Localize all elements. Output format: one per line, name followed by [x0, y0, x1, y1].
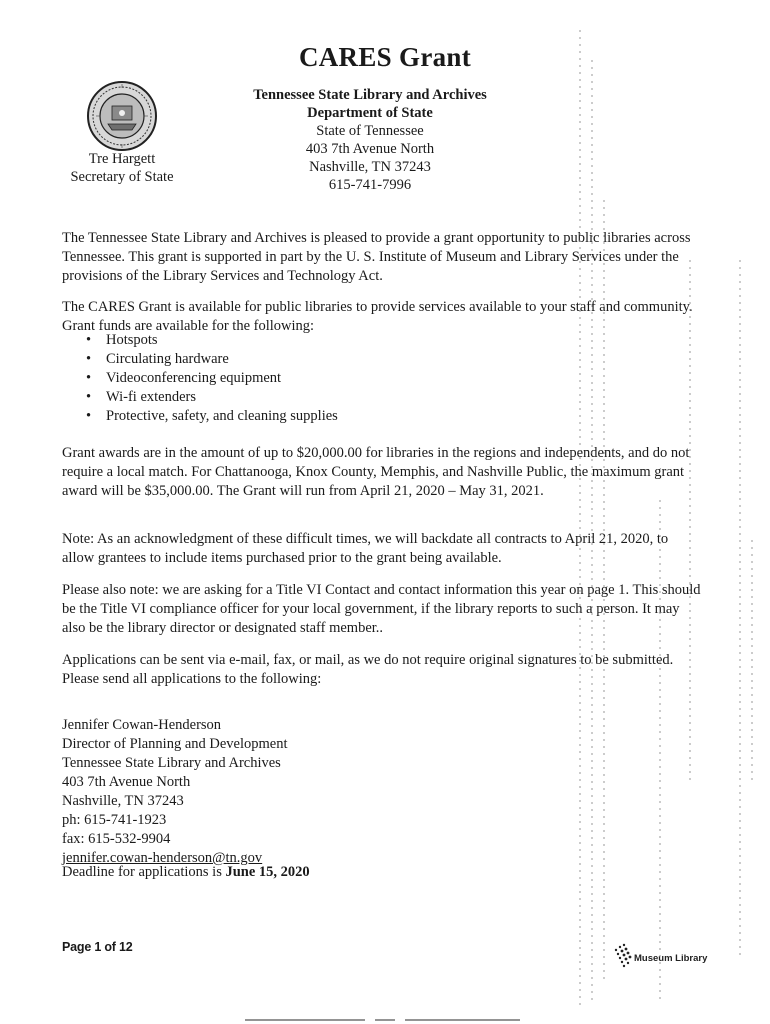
page-title: CARES Grant — [298, 42, 472, 72]
contact-block — [62, 716, 288, 868]
agency-street-text: 403 7th Avenue North — [305, 141, 435, 157]
secretary-title: Secretary of State — [70, 169, 174, 185]
state-name: State of Tennessee — [316, 123, 424, 139]
applications-paragraph: Applications can be sent via e-mail, fax, or mail, as we do not require original signatures to be submitted. Please send all applications to the following: — [62, 652, 674, 687]
secretary-name: Tre Hargett — [88, 151, 156, 167]
contact-agency: Tennessee State Library and Archives — [62, 755, 281, 771]
contact-email-link[interactable]: jennifer.cowan-henderson@tn.gov — [62, 850, 263, 866]
contact-street: 403 7th Avenue North — [62, 774, 191, 790]
contact-city: Nashville, TN 37243 — [62, 793, 184, 809]
eligible-items-list — [62, 331, 338, 426]
logo-text: Museum Library — [634, 953, 708, 964]
deadline-date: June 15, 2020 — [225, 864, 310, 880]
contact-fax: fax: 615-532-9904 — [62, 831, 171, 847]
list-item: • Circulating hardware — [62, 350, 338, 369]
agency-phone: 615-741-7996 — [328, 177, 412, 193]
list-item: • Hotspots — [62, 331, 338, 350]
tennessee-state-seal-icon — [86, 80, 158, 152]
contact-phone: ph: 615-741-1923 — [62, 812, 167, 828]
imls-logo — [610, 938, 728, 978]
agency-name: Tennessee State Library and Archives — [253, 87, 487, 103]
page-number: Page 1 of 12 — [62, 940, 133, 954]
list-item: • Wi-fi extenders — [62, 388, 338, 407]
list-item: • Protective, safety, and cleaning supplies — [62, 407, 338, 426]
department-name: Department of State — [307, 105, 433, 121]
eligibility-paragraph: The CARES Grant is available for public libraries to provide services available to your staff and community. Grant funds are available for the following: — [62, 299, 693, 334]
contact-title: Director of Planning and Development — [62, 736, 288, 752]
agency-street — [230, 140, 510, 158]
deadline-line — [62, 864, 310, 881]
agency-city: Nashville, TN 37243 — [309, 159, 431, 175]
agency-address-block — [230, 86, 510, 194]
awards-paragraph: Grant awards are in the amount of up to $20,000.00 for libraries in the regions and independents, and do not require a local match. For Chattanooga, Knox County, Memphis, and Nashville Public, the maximum grant award will be $35,000.00. The Grant will run from April 21, 2020 – May 31, 2021. — [62, 445, 690, 499]
title-vi-note: Please also note: we are asking for a Title VI Contact and contact information this year on page 1. This should be the Title VI compliance officer for your local government, if the library reports to such a person. It may also be the library director or designated staff member.. — [62, 582, 701, 636]
contact-name: Jennifer Cowan-Henderson — [62, 717, 222, 733]
backdate-note: Note: As an acknowledgment of these difficult times, we will backdate all contracts to April 21, 2020, to allow grantees to include items purchased prior to the grant being available. — [62, 531, 669, 566]
secretary-block — [58, 150, 186, 186]
list-item: • Videoconferencing equipment — [62, 369, 338, 388]
intro-paragraph: The Tennessee State Library and Archives is pleased to provide a grant opportunity to public libraries across Tennessee. This grant is supported in part by the U. S. Institute of Museum and Library Services under the provisions of the Library Services and Technology Act. — [62, 230, 691, 284]
deadline-label: Deadline for applications is — [62, 864, 226, 880]
